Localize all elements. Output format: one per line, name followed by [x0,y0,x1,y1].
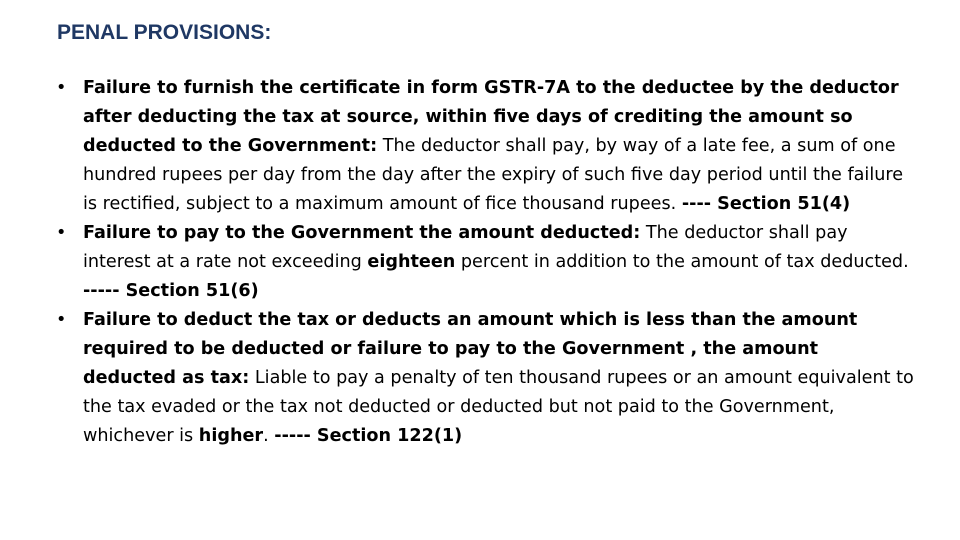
provision-heading: Failure to deduct the tax or deducts an amount which is less than the amount required to be deducted or failure to pay to the Government , the amount deducted as tax: [83,310,858,388]
page-title: PENAL PROVISIONS: [57,21,272,44]
provision-heading: Failure to pay to the Government the amount deducted: [83,223,641,243]
section-reference: ----- Section 122(1) [274,426,463,446]
provision-text: percent in addition to the amount of tax deducted. [455,252,909,272]
provision-heading: Failure to furnish the certificate in form GSTR-7A to the deductee by the deductor after deducting the tax at source, within five days of crediting the amount so deducted to the Government: [83,78,899,156]
emphasis-text: higher [198,426,264,446]
provision-text: The deductor shall pay, by way of a late fee, a sum of one hundred rupees per day from the day after the expiry of such five day period until the failure is rectified, subject to a maximum amount of fice thousand rupees. [83,136,904,214]
bullet-icon: • [56,223,67,243]
bullet-icon: • [56,78,67,98]
provision-text: The deductor shall pay interest at a rate not exceeding [83,223,848,272]
section-reference: ---- Section 51(4) [681,194,851,214]
provision-text: . [263,426,275,446]
provision-text: Liable to pay a penalty of ten thousand rupees or an amount equivalent to the tax evaded or the tax not deducted or deducted but not paid to the Government, whichever is [83,368,914,446]
list-item [56,306,916,451]
emphasis-text: eighteen [367,252,456,272]
list-item [56,219,916,306]
section-reference: ----- Section 51(6) [83,281,259,301]
penal-provisions-list [56,74,916,451]
bullet-icon: • [56,310,67,330]
list-item [56,74,916,219]
